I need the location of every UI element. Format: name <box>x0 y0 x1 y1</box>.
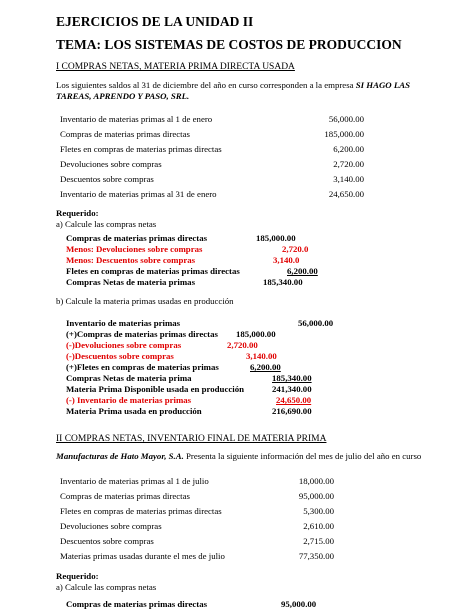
balance-label: Compras de materias primas directas <box>60 491 190 501</box>
section-1-heading: I COMPRAS NETAS, MATERIA PRIMA DIRECTA USADA <box>56 62 295 72</box>
calc-label: Menos: Descuentos sobre compras <box>66 255 196 265</box>
calc-label: Materia Prima usada en producción <box>66 406 202 416</box>
calc-label: Compras Netas de materia primas <box>66 277 195 287</box>
company-name: SI HAGO LAS TAREAS, APRENDO Y PASO, SRL. <box>56 80 410 101</box>
balance-value: 2,720.00 <box>333 159 364 169</box>
calc-value: 6,200.00 <box>250 362 281 372</box>
balance-value: 5,300.00 <box>303 506 334 516</box>
calc-value: 185,340.00 <box>263 277 303 287</box>
balance-value: 18,000.00 <box>298 476 334 486</box>
balance-value: 24,650.00 <box>328 189 364 199</box>
calc-value: 3,140.00 <box>246 351 277 361</box>
page-title: EJERCICIOS DE LA UNIDAD II <box>56 14 254 29</box>
balance-value: 2,715.00 <box>303 536 334 546</box>
calc-value: 185,000.00 <box>256 233 296 243</box>
balance-value: 2,610.00 <box>303 521 334 531</box>
calc-value: 241,340.00 <box>272 384 312 394</box>
balance-value: 3,140.00 <box>333 174 364 184</box>
balance-label: Fletes en compras de materias primas directas <box>60 506 222 516</box>
balance-label: Descuentos sobre compras <box>60 536 154 546</box>
part-b-label: b) Calcule la materia primas usadas en producción <box>56 296 234 306</box>
calc-label: Menos: Devoluciones sobre compras <box>66 244 203 254</box>
company-name: Manufacturas de Hato Mayor, S.A. <box>56 451 184 461</box>
balance-label: Fletes en compras de materias primas directas <box>60 144 222 154</box>
calc-label: Compras Netas de materia prima <box>66 373 192 383</box>
calc-value: 185,340.00 <box>272 373 312 383</box>
required-label: Requerido: <box>56 208 99 218</box>
balance-value: 6,200.00 <box>333 144 364 154</box>
calc-value: 2,720.0 <box>282 244 309 254</box>
calc-value: 56,000.00 <box>298 318 334 328</box>
balance-value: 185,000.00 <box>324 129 364 139</box>
calc-label: Compras de materias primas directas <box>66 599 208 609</box>
balance-label: Devoluciones sobre compras <box>60 521 162 531</box>
calc-label: Materia Prima Disponible usada en producción <box>66 384 244 394</box>
part-a-label: a) Calcule las compras netas <box>56 582 157 592</box>
section-1-intro: Los siguientes saldos al 31 de diciembre del año en curso corresponden a la empresa SI HAGO LAS TAREAS, APRENDO Y PASO, SRL. <box>56 80 410 101</box>
calc-value: 2,720.00 <box>227 340 258 350</box>
page-subtitle: TEMA: LOS SISTEMAS DE COSTOS DE PRODUCCION <box>56 37 402 52</box>
balance-value: 77,350.00 <box>298 551 334 561</box>
balance-label: Inventario de materias primas al 1 de julio <box>60 476 209 486</box>
calc-value: 6,200.00 <box>287 266 318 276</box>
calc-label: (+)Compras de materias primas directas <box>66 329 218 339</box>
section-2-intro: Manufacturas de Hato Mayor, S.A. Presenta la siguiente información del mes de julio del año en curso <box>56 451 422 461</box>
calc-value: 3,140.0 <box>273 255 300 265</box>
calc-label: (+)Fletes en compras de materias primas <box>66 362 219 372</box>
balance-label: Compras de materias primas directas <box>60 129 190 139</box>
calc-value: 216,690.00 <box>272 406 312 416</box>
calc-label: Compras de materias primas directas <box>66 233 208 243</box>
part-a-label: a) Calcule las compras netas <box>56 219 157 229</box>
balance-label: Inventario de materias primas al 1 de enero <box>60 114 213 124</box>
balance-label: Devoluciones sobre compras <box>60 159 162 169</box>
calc-value: 24,650.00 <box>276 395 312 405</box>
balance-label: Descuentos sobre compras <box>60 174 154 184</box>
required-label: Requerido: <box>56 571 99 581</box>
balance-label: Materias primas usadas durante el mes de julio <box>60 551 225 561</box>
calc-label: Inventario de materias primas <box>66 318 181 328</box>
balance-label: Inventario de materias primas al 31 de enero <box>60 189 217 199</box>
calc-value: 95,000.00 <box>281 599 317 609</box>
calc-label: (-)Devoluciones sobre compras <box>66 340 182 350</box>
calc-label: (-)Descuentos sobre compras <box>66 351 174 361</box>
calc-label: (-) Inventario de materias primas <box>66 395 192 405</box>
balance-value: 56,000.00 <box>328 114 364 124</box>
balance-value: 95,000.00 <box>298 491 334 501</box>
section-2-heading: II COMPRAS NETAS, INVENTARIO FINAL DE MATERIA PRIMA <box>56 434 327 444</box>
calc-label: Fletes en compras de materias primas directas <box>66 266 240 276</box>
calc-value: 185,000.00 <box>236 329 276 339</box>
